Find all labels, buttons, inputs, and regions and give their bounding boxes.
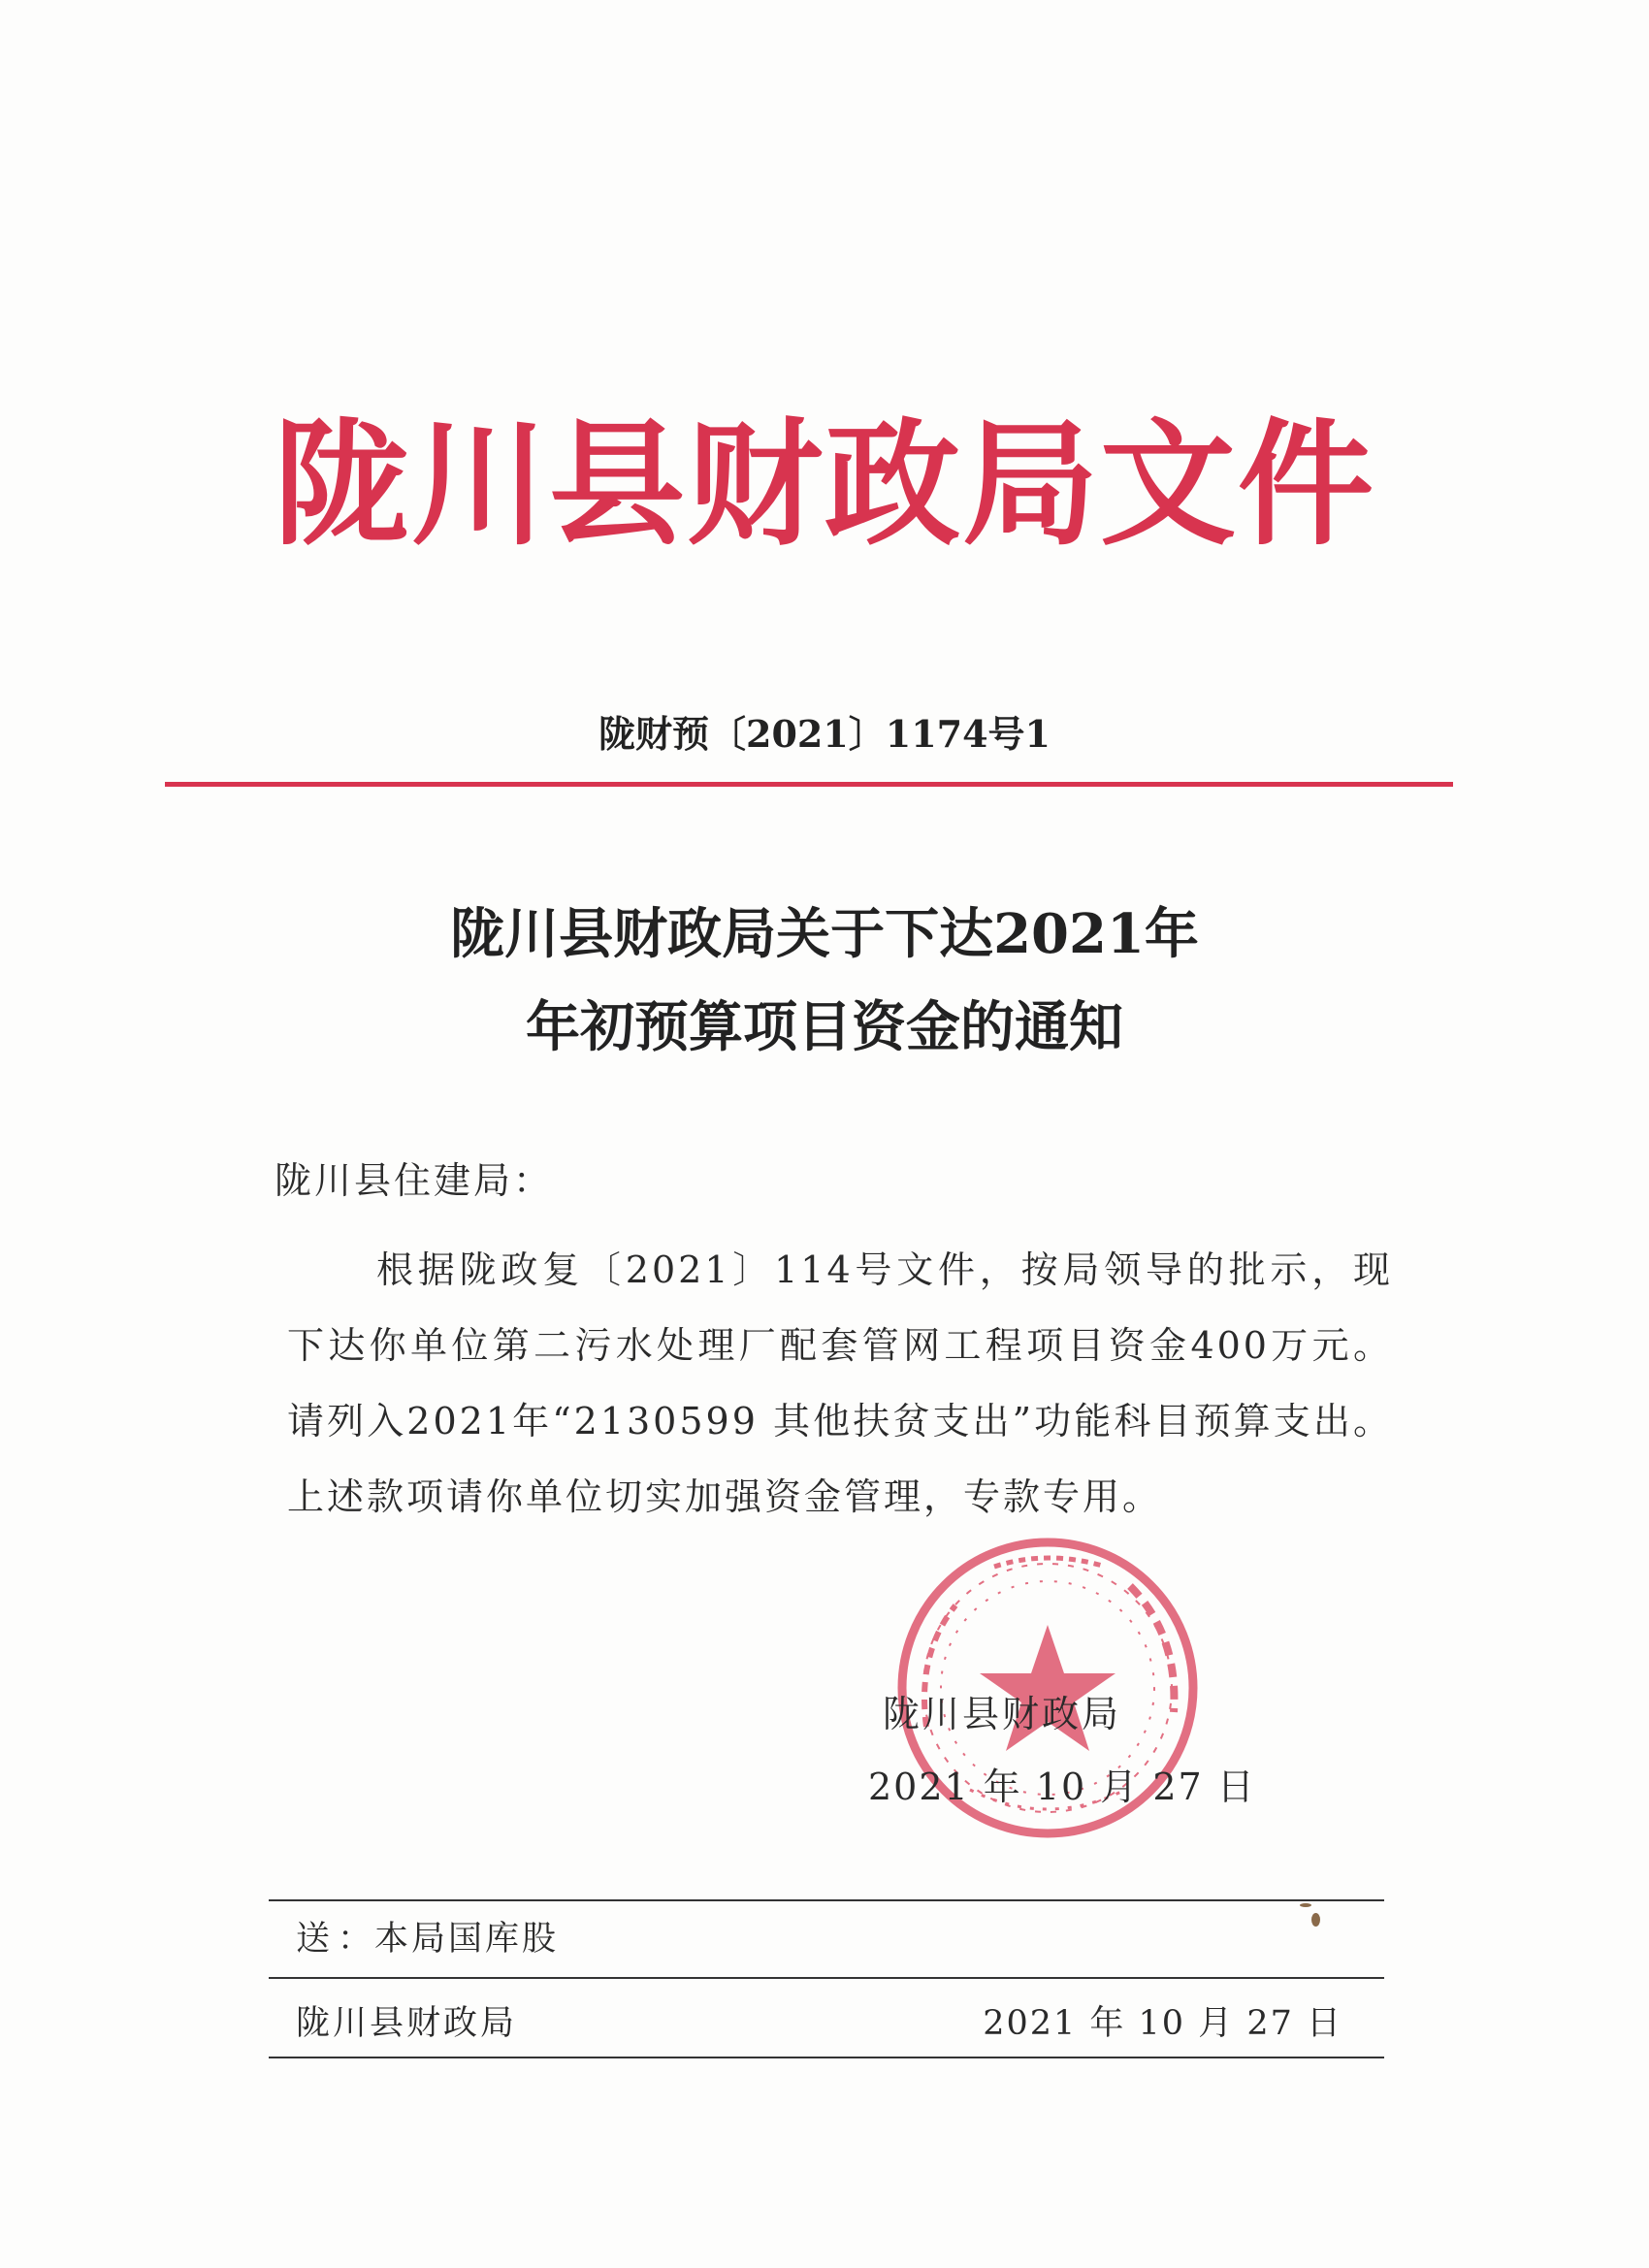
signature-date: 2021 年 10 月 27 日 xyxy=(868,1766,1256,1808)
footer-date: 2021 年 10 月 27 日 xyxy=(983,2004,1342,2043)
scan-speck xyxy=(1311,1913,1320,1927)
notice-title-line-1: 陇川县财政局关于下达2021年 xyxy=(450,902,1199,966)
cc-value: ：本局国库股 xyxy=(338,1920,560,1959)
body-paragraph: 根据陇政复〔2021〕114号文件，按局领导的批示，现下达你单位第二污水处理厂配套管网工程项目资金400万元。请列入2021年“2130599 其他扶贫支出”功能科目预算支出。上述款项请你单位切实加强资金管理，专款专用。 xyxy=(287,1248,1393,1518)
document-header-title: 陇川县财政局文件 xyxy=(273,405,1375,565)
notice-title xyxy=(0,888,1649,1074)
recipient: 陇川县住建局： xyxy=(275,1159,554,1202)
header-divider xyxy=(165,782,1453,787)
footer-issuer: 陇川县财政局 xyxy=(296,2004,518,2043)
footer-bottom-rule xyxy=(269,2057,1384,2058)
scan-speck xyxy=(1300,1903,1311,1907)
document-number: 陇财预〔2021〕1174号1 xyxy=(598,712,1051,756)
body-text xyxy=(287,1232,1393,1535)
notice-title-line-2: 年初预算项目资金的通知 xyxy=(526,995,1123,1059)
cc-label: 送 xyxy=(296,1920,339,1959)
cc-line xyxy=(296,1919,559,1960)
footer-middle-rule xyxy=(269,1977,1384,1979)
signature-org: 陇川县财政局 xyxy=(883,1693,1122,1735)
footer-top-rule xyxy=(269,1899,1384,1901)
